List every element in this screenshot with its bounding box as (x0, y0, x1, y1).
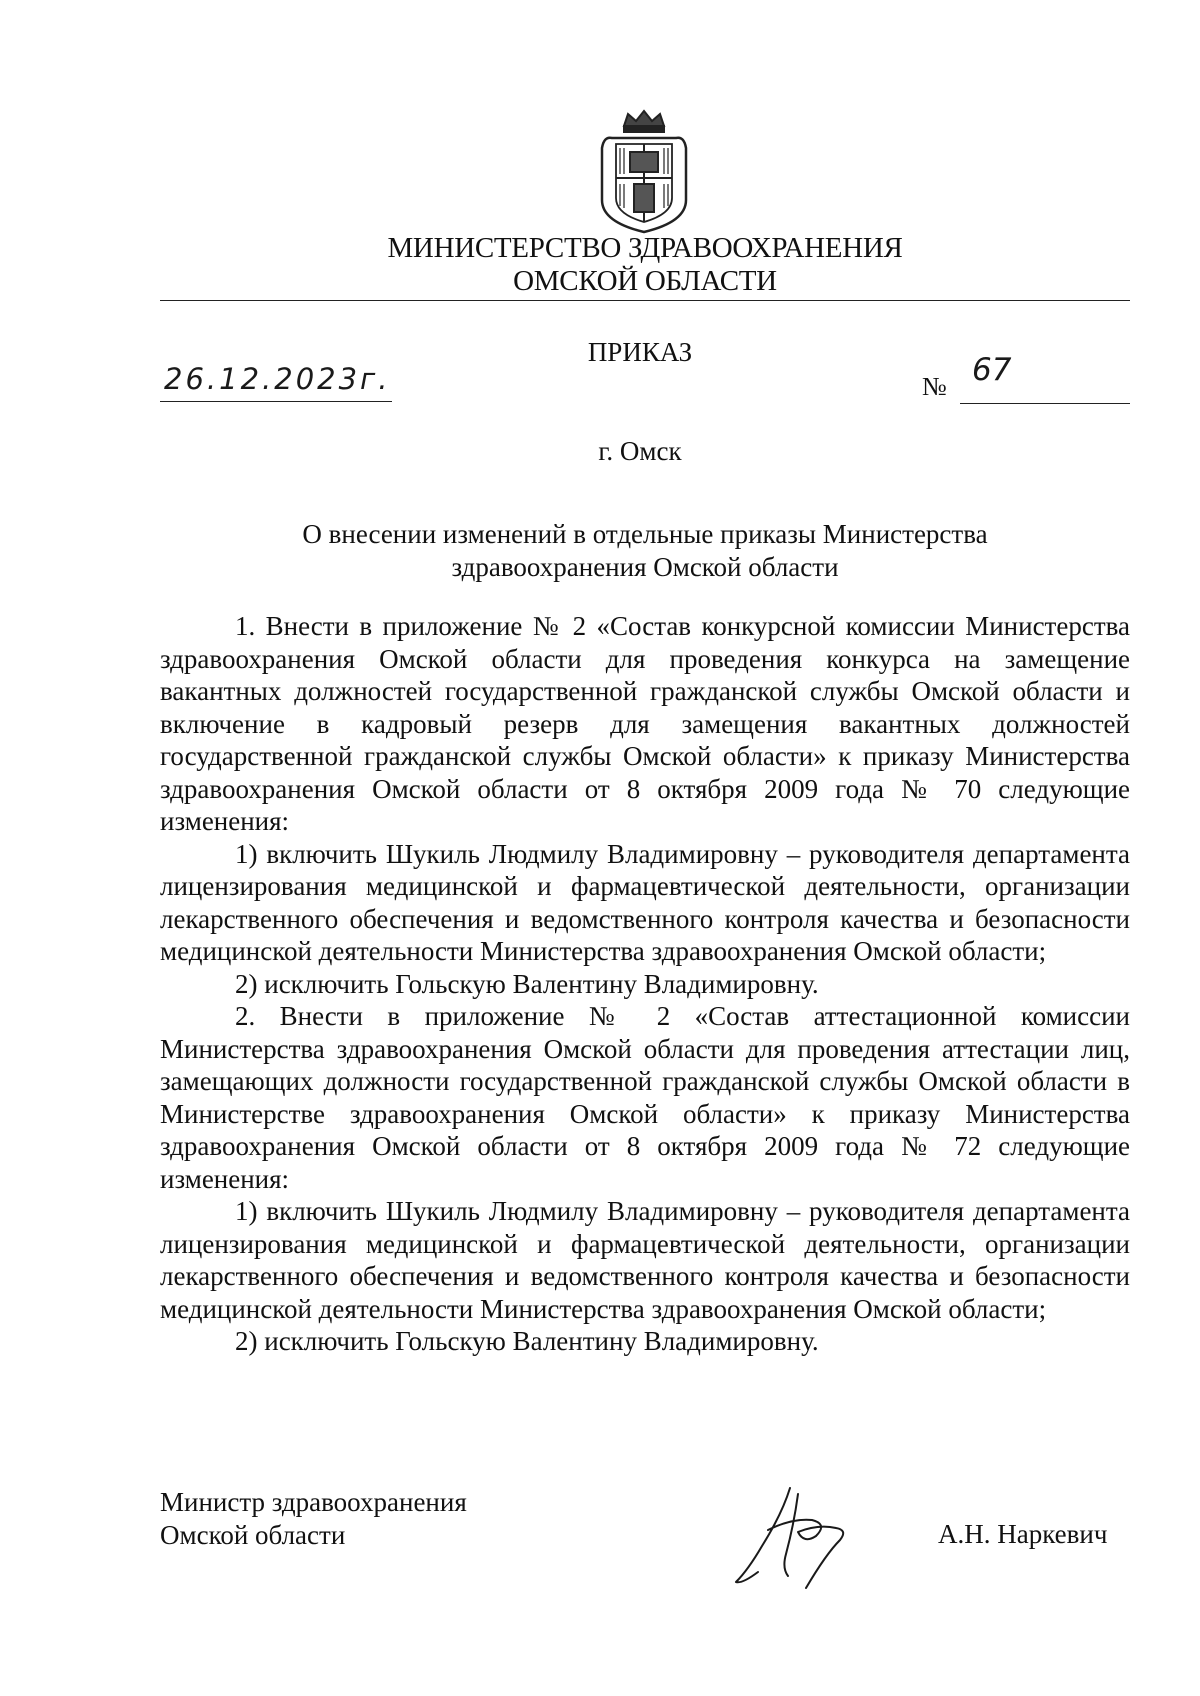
clause-1: 1. Внести в приложение № 2 «Состав конкурсной комиссии Министерства здравоохранения Омской области для проведения конкурса на замещение вакантных должностей государственной гражданской службы Омской области и включение в кадровый резерв для замещения вакантных должностей государственной гражданской службы Омской области» к приказу Министерства здравоохранения Омской области от 8 октября 2009 года № 70 следующие изменения: (160, 611, 1130, 836)
header-divider (160, 300, 1130, 301)
clause-2: 2. Внести в приложение № 2 «Состав аттестационной комиссии Министерства здравоохранения Омской области для проведения аттестации лиц, замещающих должности государственной гражданской службы Омской области в Министерстве здравоохранения Омской области» к приказу Министерства здравоохранения Омской области от 8 октября 2009 года № 72 следующие изменения: (160, 1001, 1130, 1194)
clause-1-item-1: 1) включить Шукиль Людмилу Владимировну – руководителя департамента лицензирования медицинской и фармацевтической деятельности, организации лекарственного обеспечения и ведомственного контроля качества и безопасности медицинской деятельности Министерства здравоохранения Омской области; (160, 838, 1130, 966)
signer-position-line1: Министр здравоохранения (160, 1487, 467, 1517)
number-underline (960, 403, 1130, 404)
order-city: г. Омск (598, 436, 682, 466)
date-underline (160, 401, 392, 402)
order-subject-line1: О внесении изменений в отдельные приказы Министерства (302, 519, 988, 549)
signer-name: А.Н. Наркевич (938, 1519, 1108, 1549)
signer-position-line2: Омской области (160, 1520, 346, 1550)
clause-1-item-2: 2) исключить Гольскую Валентину Владимировну. (235, 968, 819, 999)
signer-position (160, 1486, 467, 1552)
order-date: 26.12.2023г. (164, 362, 391, 396)
order-number-label: № (922, 372, 947, 401)
clause-2-item-1: 1) включить Шукиль Людмилу Владимировну – руководителя департамента лицензирования медицинской и фармацевтической деятельности, организации лекарственного обеспечения и ведомственного контроля качества и безопасности медицинской деятельности Министерства здравоохранения Омской области; (160, 1196, 1130, 1324)
order-body (160, 610, 1130, 1358)
handwritten-signature (728, 1484, 858, 1594)
document-title: ПРИКАЗ (587, 337, 693, 367)
ministry-name-line1: МИНИСТЕРСТВО ЗДРАВООХРАНЕНИЯ (387, 232, 903, 264)
coat-of-arms-emblem (594, 108, 694, 234)
order-number: 67 (972, 352, 1012, 388)
ministry-name-line2: ОМСКОЙ ОБЛАСТИ (513, 265, 777, 297)
clause-2-item-2: 2) исключить Гольскую Валентину Владимировну. (235, 1326, 819, 1356)
order-subject-line2: здравоохранения Омской области (451, 552, 839, 582)
